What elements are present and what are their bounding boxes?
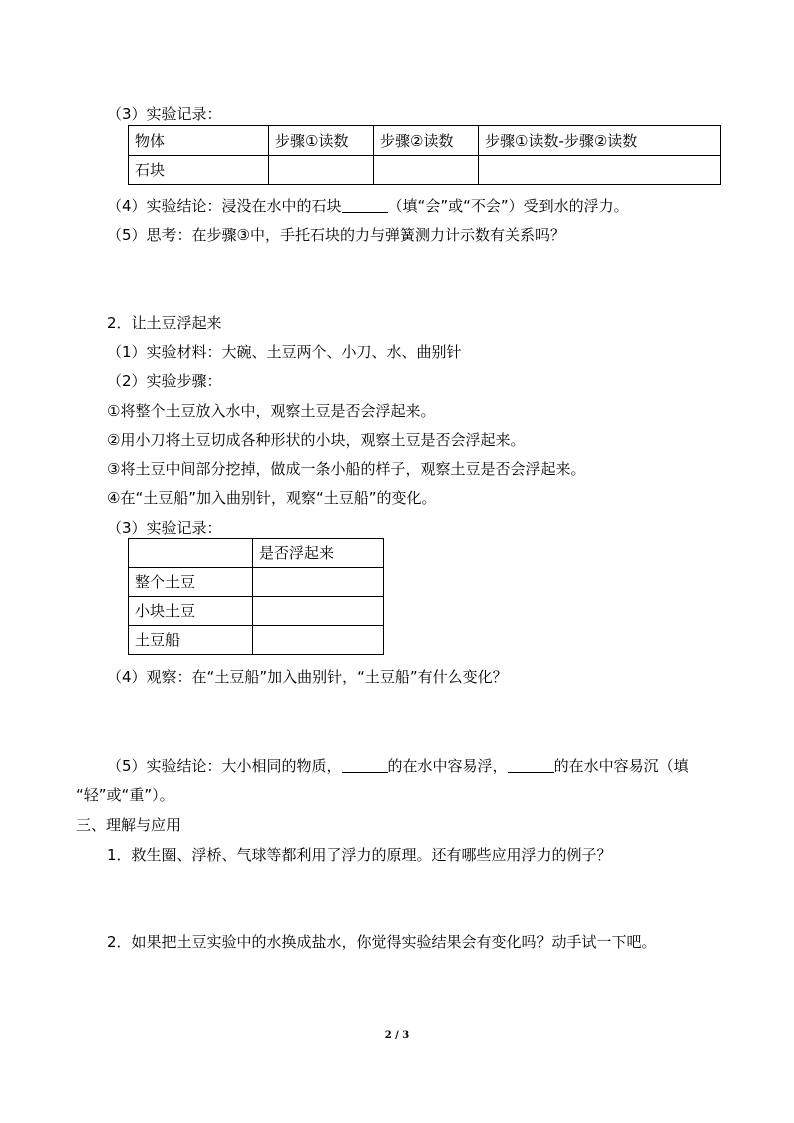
record-label-2: （3）实验记录： [107,519,222,537]
conclusion-text: 的在水中容易沉（填 [553,757,689,775]
conclusion-text: 的在水中容易浮， [387,757,508,775]
table-cell: 整个土豆 [129,568,253,597]
table-cell [479,156,721,185]
section-title-potato: 2．让土豆浮起来 [107,314,222,332]
table-cell [253,626,384,655]
table-row [129,156,721,185]
table-cell: 小块土豆 [129,597,253,626]
section-heading-application: 三、理解与应用 [76,816,182,834]
table-header-cell: 步骤②读数 [374,126,479,156]
table-header-cell: 是否浮起来 [253,539,384,568]
table-row [129,568,384,597]
table-row [129,597,384,626]
table-cell [253,597,384,626]
step-item: ②用小刀将土豆切成各种形状的小块，观察土豆是否会浮起来。 [107,431,526,449]
conclusion-line-1 [107,196,629,216]
table-cell [374,156,479,185]
table-header-cell [129,539,253,568]
potato-record-table [128,538,384,655]
materials-line: （1）实验材料：大碗、土豆两个、小刀、水、曲别针 [107,343,462,361]
fill-blank [508,757,554,773]
steps-label: （2）实验步骤： [107,372,222,390]
stone-record-table [128,125,721,185]
step-item: ①将整个土豆放入水中，观察土豆是否会浮起来。 [107,402,436,420]
observe-question: （4）观察：在“土豆船”加入曲别针，“土豆船”有什么变化？ [107,668,508,686]
table-header-cell: 步骤①读数-步骤②读数 [479,126,721,156]
table-header-cell: 步骤①读数 [269,126,374,156]
fill-blank [342,197,388,213]
step-item: ③将土豆中间部分挖掉，做成一条小船的样子，观察土豆是否会浮起来。 [107,460,586,478]
table-cell [269,156,374,185]
conclusion-text: （5）实验结论：大小相同的物质， [107,757,342,775]
application-question-1: 1．救生圈、浮桥、气球等都利用了浮力的原理。还有哪些应用浮力的例子？ [107,846,612,864]
table-cell: 土豆船 [129,626,253,655]
table-row [129,626,384,655]
record-label-1: （3）实验记录： [107,105,222,123]
think-question: （5）思考：在步骤③中，手托石块的力与弹簧测力计示数有关系吗？ [107,226,565,244]
table-header-cell: 物体 [129,126,269,156]
table-row [129,539,384,568]
conclusion-line-2 [107,756,689,776]
step-item: ④在“土豆船”加入曲别针，观察“土豆船”的变化。 [107,489,437,507]
table-cell: 石块 [129,156,269,185]
table-cell [253,568,384,597]
conclusion-line-2-cont: “轻”或“重”）。 [76,786,175,804]
conclusion-text: （填“会”或“不会”）受到水的浮力。 [387,197,629,215]
page-number: 2 / 3 [384,1030,410,1041]
application-question-2: 2．如果把土豆实验中的水换成盐水，你觉得实验结果会有变化吗？动手试一下吧。 [107,933,657,951]
conclusion-text: （4）实验结论：浸没在水中的石块 [107,197,342,215]
fill-blank [342,757,388,773]
table-row [129,126,721,156]
